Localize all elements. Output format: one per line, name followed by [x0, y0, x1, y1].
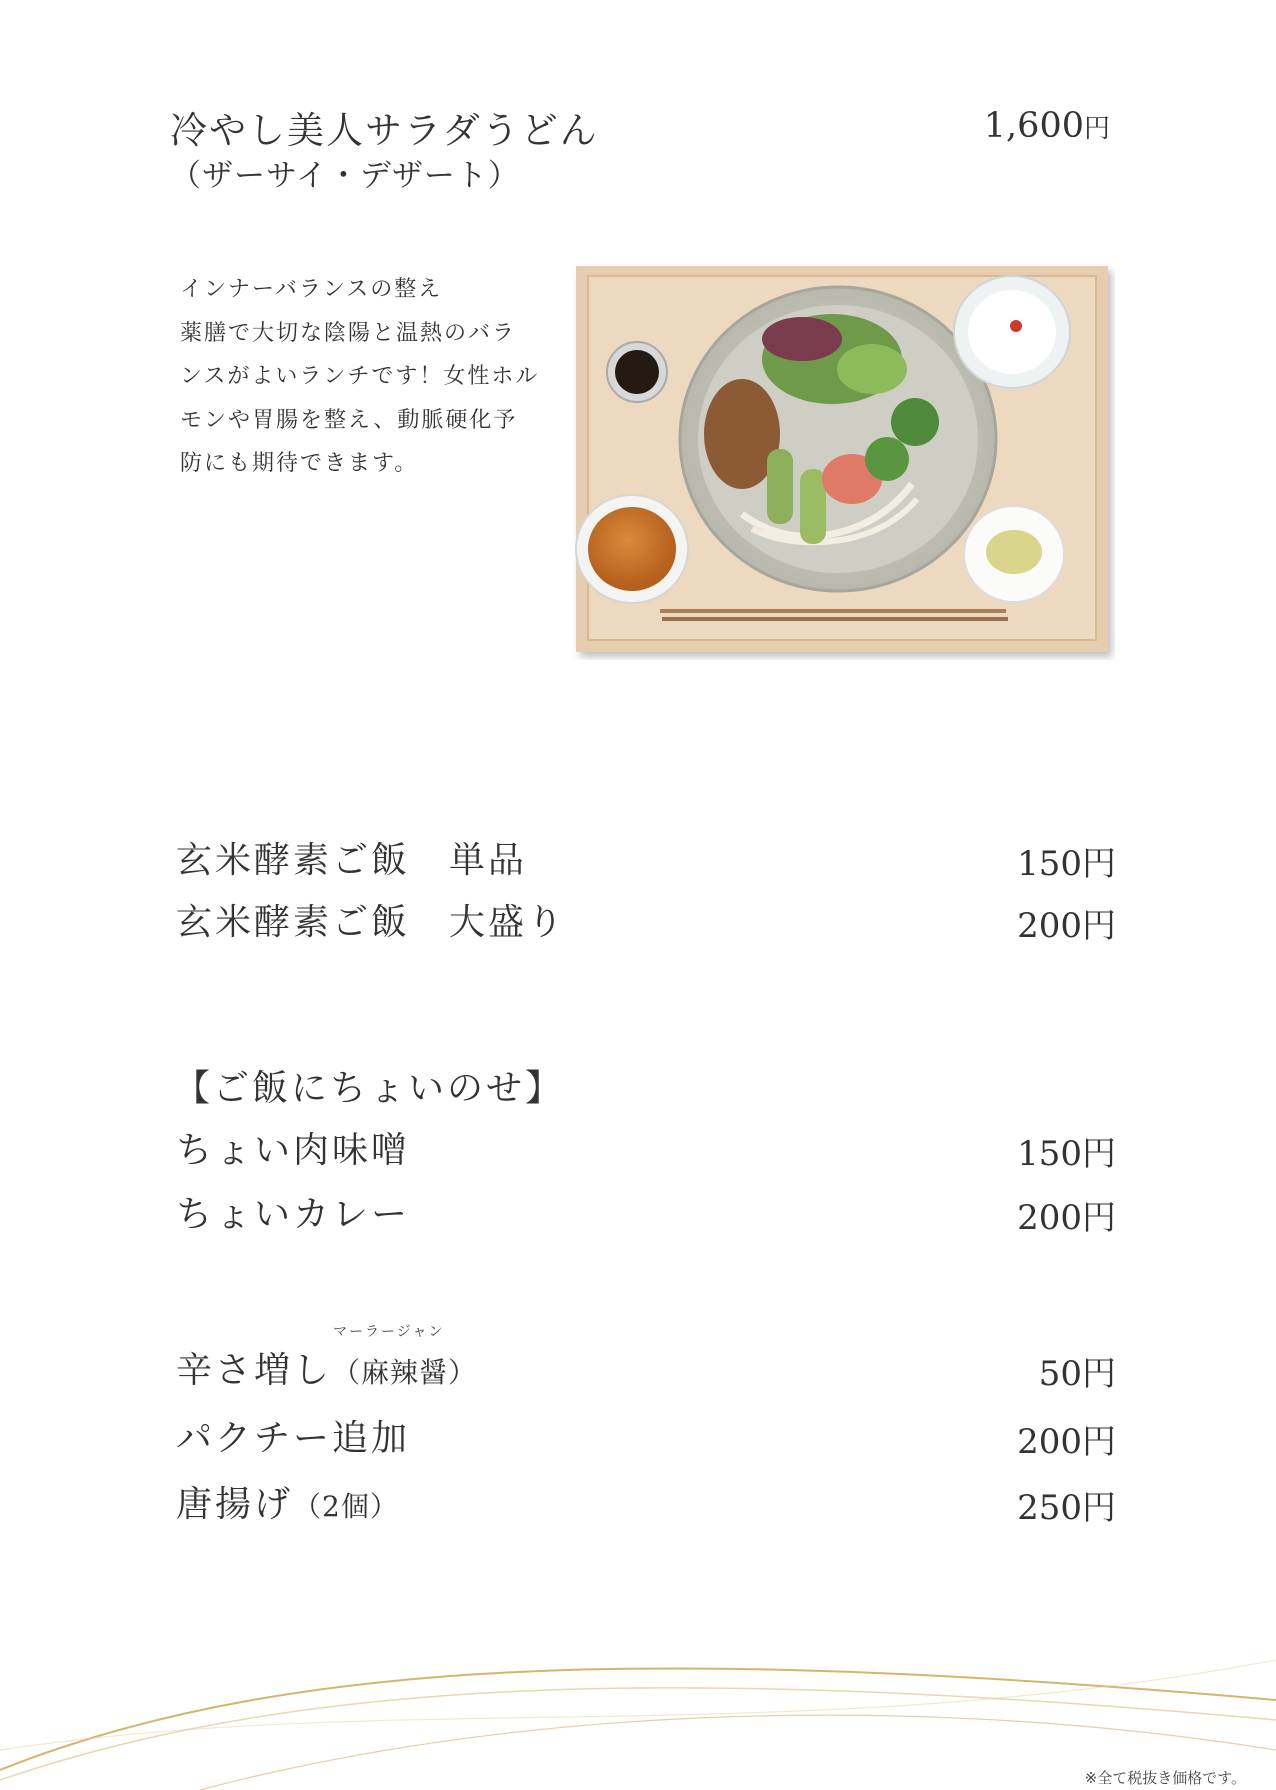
menu-row [176, 1476, 1116, 1528]
dish-price-unit: 円 [1083, 114, 1110, 144]
description-line: 薬膳で大切な陰陽と温熱のバラ [180, 320, 517, 346]
item-price: 200円 [1017, 1198, 1116, 1238]
menu-row [176, 894, 1116, 946]
dish-description [180, 268, 540, 486]
item-name [176, 1476, 399, 1527]
item-name: 玄米酵素ご飯 大盛り [176, 902, 567, 943]
item-name-text: 辛さ増し [176, 1350, 333, 1391]
dish-subtitle: （ザーサイ・デザート） [170, 158, 520, 194]
item-name [176, 1342, 477, 1393]
item-price: 200円 [1017, 1422, 1116, 1462]
menu-row [176, 832, 1116, 884]
dish-price [984, 106, 1110, 146]
item-name: パクチー追加 [176, 1418, 411, 1459]
ruby-reading: マーラージャン [333, 1324, 445, 1340]
description-line: モンや胃腸を整え、動脈硬化予 [180, 407, 518, 433]
menu-row [176, 1410, 1116, 1462]
menu-row [176, 1122, 1116, 1174]
dish-title: 冷やし美人サラダうどん [170, 109, 599, 152]
item-price: 150円 [1017, 844, 1116, 884]
menu-row [176, 1342, 1116, 1394]
item-price: 250円 [1017, 1488, 1116, 1528]
tax-footnote: ※全て税抜き価格です。 [1084, 1769, 1246, 1787]
item-name: ちょい肉味噌 [176, 1130, 411, 1171]
menu-row [176, 1186, 1116, 1238]
avocado [767, 449, 793, 524]
dish-price-value: 1,600 [983, 106, 1084, 146]
item-price: 150円 [1017, 1134, 1116, 1174]
description-line: 防にも期待できます。 [180, 451, 419, 476]
description-line: ンスがよいランチです！女性ホル [180, 364, 540, 389]
item-name-paren: （麻辣醤） [332, 1356, 478, 1389]
section-heading: 【ご飯にちょいのせ】 [174, 1068, 565, 1109]
item-price: 200円 [1017, 906, 1116, 946]
decorative-swoosh [0, 1630, 1276, 1790]
item-name: 玄米酵素ご飯 単品 [176, 840, 528, 881]
description-line: インナーバランスの整え [180, 277, 443, 302]
item-name-text: 唐揚げ [176, 1484, 294, 1525]
item-name: ちょいカレー [176, 1194, 411, 1235]
item-price: 50円 [1038, 1354, 1116, 1394]
item-name-paren: （2個） [293, 1490, 399, 1523]
broccoli [891, 398, 939, 446]
dish-photo [572, 264, 1115, 660]
